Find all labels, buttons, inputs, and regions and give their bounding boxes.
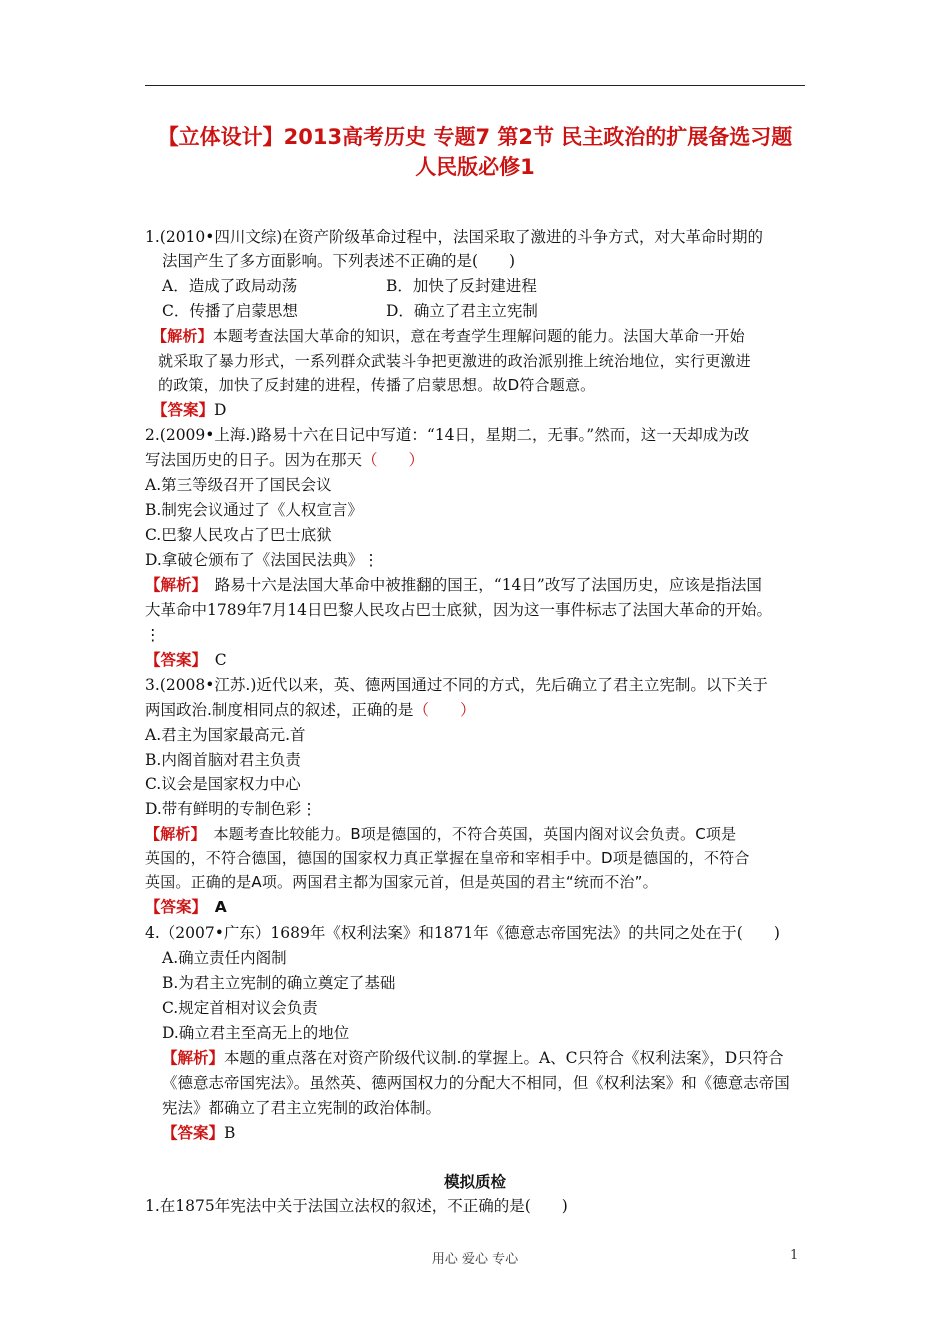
q2-stem-text: 写法国历史的日子。因为在那天 xyxy=(145,451,363,469)
q2-explanation-line-3: ⋮ xyxy=(145,626,161,644)
q2-explanation-text-1: 路易十六是法国大革命中被推翻的国王，“14日”改写了法国历史，应该是指法国 xyxy=(199,576,762,594)
header-rule xyxy=(145,85,805,86)
q3-answer-value: A xyxy=(199,898,227,916)
title-line-1: 【立体设计】2013高考历史 专题7 第2节 民主政治的扩展备选习题 xyxy=(157,125,793,149)
q1-option-c: C．传播了启蒙思想 xyxy=(162,302,298,320)
q3-option-a: A.君主为国家最高元.首 xyxy=(145,726,306,744)
q4-stem-line-1: 4.（2007•广东）1689年《权利法案》和1871年《德意志帝国宪法》的共同之处在于( ) xyxy=(145,924,780,942)
q2-answer-tag: 【答案】 xyxy=(145,651,200,669)
q1-answer-value: D xyxy=(214,401,227,419)
q3-explanation-tag: 【解析】 xyxy=(145,825,199,843)
q3-explanation-text-1: 本题考查比较能力。B项是德国的，不符合英国，英国内阁对议会负责。C项是 xyxy=(198,825,737,843)
q1-explanation-line-1 xyxy=(152,325,745,347)
document-title xyxy=(120,122,830,182)
q2-explanation-tag: 【解析】 xyxy=(145,576,200,594)
q1-option-a: A．造成了政局动荡 xyxy=(162,277,298,295)
q2-explanation-line-2: 大革命中1789年7月14日巴黎人民攻占巴士底狱，因为这一事件标志了法国大革命的开始。 xyxy=(145,601,773,619)
q2-stem-line-1: 2.(2009•上海.)路易十六在日记中写道：“14日，星期二，无事。”然而，这一天却成为改 xyxy=(145,426,750,444)
q4-answer xyxy=(162,1122,235,1144)
q3-explanation-line-1 xyxy=(145,823,736,845)
q2-option-c: C.巴黎人民攻占了巴士底狱 xyxy=(145,526,332,544)
q2-option-d: D.拿破仑颁布了《法国民法典》⋮ xyxy=(145,551,379,569)
q2-answer-paren: （ ） xyxy=(362,451,425,469)
q3-stem-line-2 xyxy=(145,699,475,721)
footer-text: 用心 爱心 专心 xyxy=(431,1252,519,1267)
section2-q1-stem: 1.在1875年宪法中关于法国立法权的叙述，不正确的是( ) xyxy=(145,1197,568,1215)
q3-stem-text: 两国政治.制度相同点的叙述，正确的是 xyxy=(145,701,414,719)
q1-stem-line-1: 1.(2010•四川文综)在资产阶级革命过程中，法国采取了激进的斗争方式，对大革命时期的 xyxy=(145,228,763,246)
q4-explanation-line-3: 宪法》都确立了君主立宪制的政治体制。 xyxy=(162,1099,442,1117)
q3-answer-paren: （ ） xyxy=(413,701,476,719)
q4-option-c: C.规定首相对议会负责 xyxy=(162,999,318,1017)
section-title: 模拟质检 xyxy=(443,1173,506,1191)
q4-answer-value: B xyxy=(224,1124,236,1142)
q2-stem-line-2 xyxy=(145,449,424,471)
q4-explanation-line-2: 《德意志帝国宪法》。虽然英、德两国权力的分配大不相同，但《权利法案》和《德意志帝国 xyxy=(162,1074,790,1092)
q2-option-b: B.制宪会议通过了《人权宣言》 xyxy=(145,501,363,519)
q4-option-b: B.为君主立宪制的确立奠定了基础 xyxy=(162,974,396,992)
q1-option-b: B．加快了反封建进程 xyxy=(386,277,537,295)
q2-answer xyxy=(145,649,227,671)
q4-explanation-tag: 【解析】 xyxy=(162,1049,225,1067)
q1-explanation-tag: 【解析】 xyxy=(152,327,213,345)
q1-explanation-line-3: 的政策，加快了反封建的进程，传播了启蒙思想。故D符合题意。 xyxy=(158,376,596,394)
q4-explanation-text-1: 本题的重点落在对资产阶级代议制.的掌握上。A、C只符合《权利法案》，D只符合 xyxy=(224,1049,784,1067)
q1-answer xyxy=(152,399,226,421)
q3-answer xyxy=(145,896,227,918)
q4-option-a: A.确立责任内阁制 xyxy=(162,949,287,967)
q3-option-d: D.带有鲜明的专制色彩⋮ xyxy=(145,800,317,818)
page-number: 1 xyxy=(790,1248,799,1263)
q1-explanation-text-1: 本题考查法国大革命的知识，意在考查学生理解问题的能力。法国大革命一开始 xyxy=(212,327,745,345)
q3-explanation-line-2: 英国的，不符合德国，德国的国家权力真正掌握在皇帝和宰相手中。D项是德国的，不符合 xyxy=(145,849,750,867)
q3-option-b: B.内阁首脑对君主负责 xyxy=(145,751,301,769)
q4-answer-tag: 【答案】 xyxy=(162,1124,225,1142)
q1-option-d: D．确立了君主立宪制 xyxy=(386,302,538,320)
q3-explanation-line-3: 英国。正确的是A项。两国君主都为国家元首，但是英国的君主“统而不治”。 xyxy=(145,873,658,891)
q3-answer-tag: 【答案】 xyxy=(145,898,200,916)
q2-answer-value: C xyxy=(199,651,227,669)
q1-explanation-line-2: 就采取了暴力形式，一系列群众武装斗争把更激进的政治派别推上统治地位，实行更激进 xyxy=(158,352,751,370)
q1-answer-tag: 【答案】 xyxy=(152,401,215,419)
q3-option-c: C.议会是国家权力中心 xyxy=(145,775,301,793)
q2-explanation-line-1 xyxy=(145,574,762,596)
title-line-2: 人民版必修1 xyxy=(415,155,535,179)
q4-option-d: D.确立君主至高无上的地位 xyxy=(162,1024,350,1042)
q3-stem-line-1: 3.(2008•江苏.)近代以来，英、德两国通过不同的方式，先后确立了君主立宪制。以下关于 xyxy=(145,676,768,694)
q1-stem-line-2: 法国产生了多方面影响。下列表述不正确的是( ) xyxy=(162,252,516,270)
q2-option-a: A.第三等级召开了国民会议 xyxy=(145,476,332,494)
q4-explanation-line-1 xyxy=(162,1047,784,1069)
